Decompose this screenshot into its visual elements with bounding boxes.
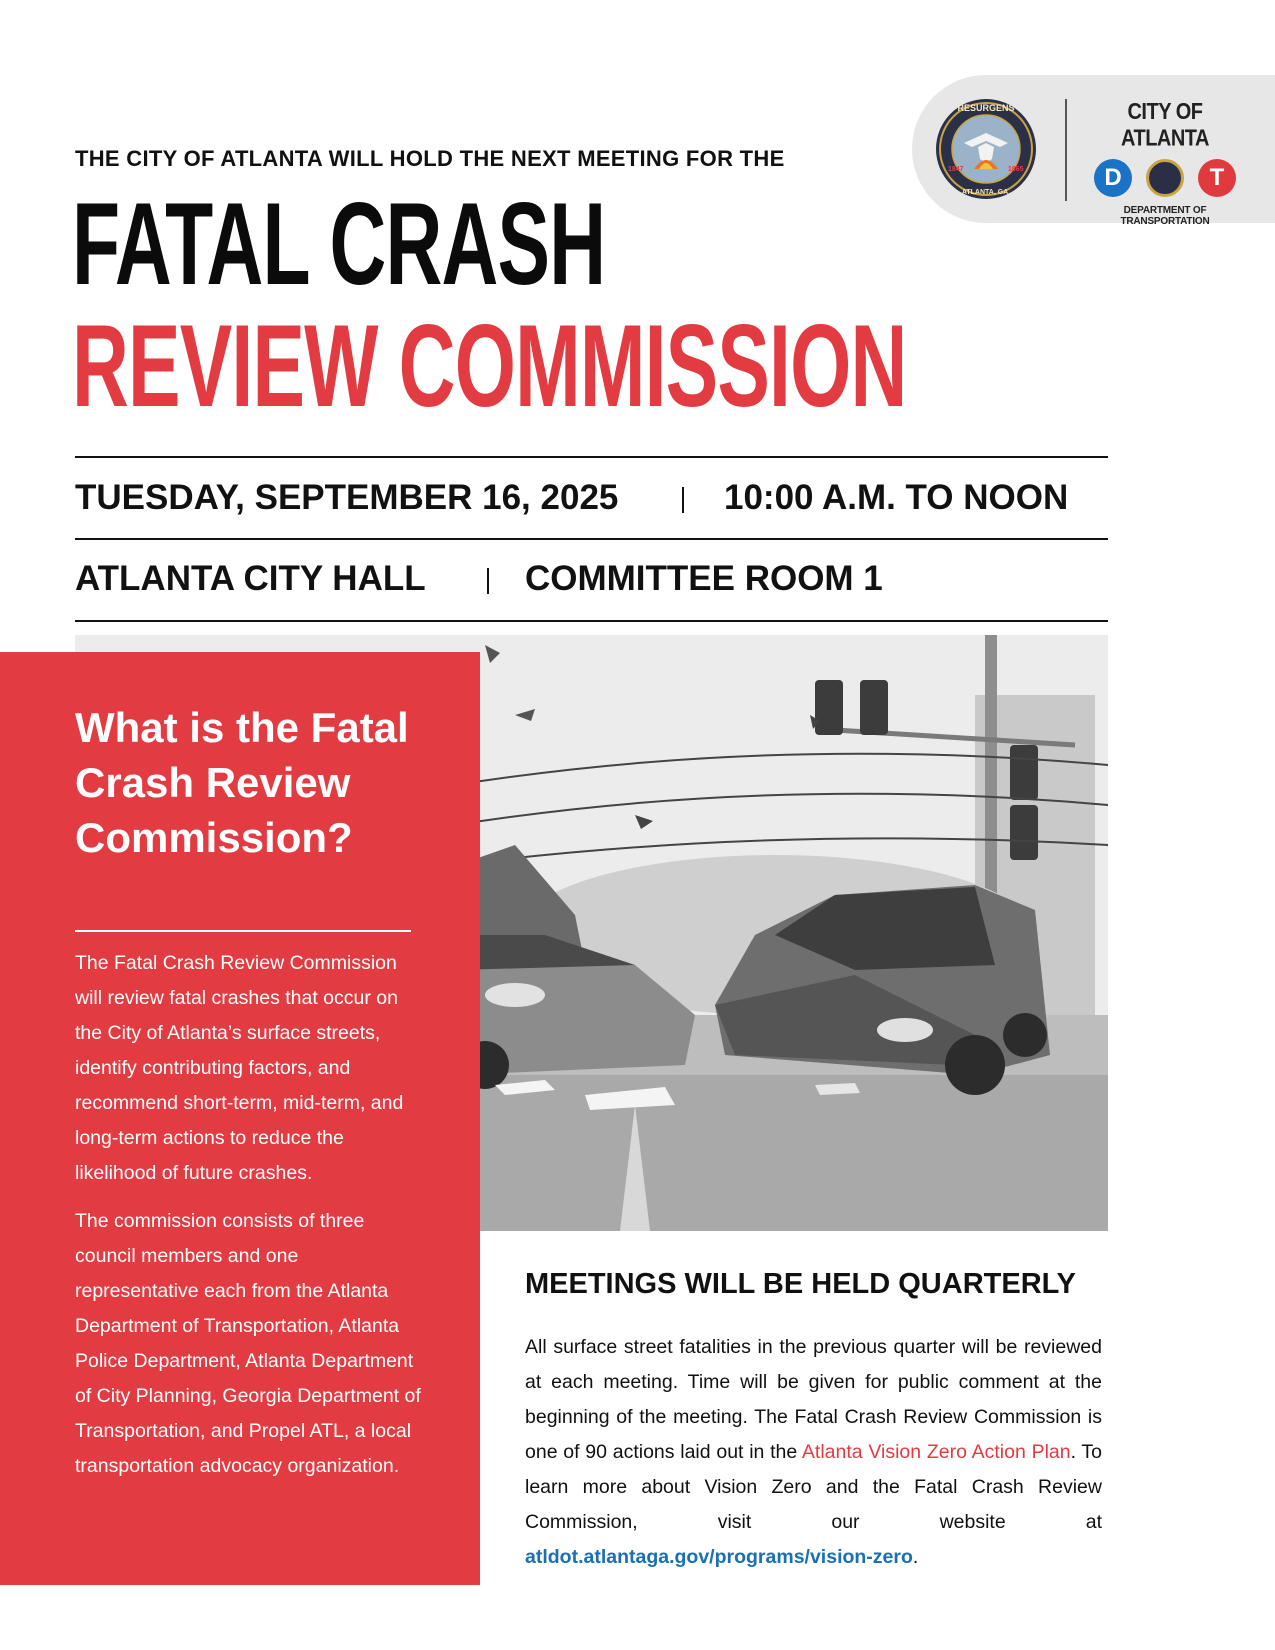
logo-d-circle: D (1094, 159, 1132, 197)
small-seal-icon (1146, 159, 1184, 197)
meetings-body (525, 1330, 1102, 1575)
divider-rule (75, 620, 1108, 622)
event-venue: ATLANTA CITY HALL (75, 559, 426, 598)
website-link[interactable]: atldot.atlantaga.gov/programs/vision-zero (525, 1546, 913, 1568)
event-date: TUESDAY, SEPTEMBER 16, 2025 (75, 478, 619, 517)
seal-year-right: 1865 (1008, 166, 1024, 173)
sidebar-paragraph-1: The Fatal Crash Review Commission will review fatal crashes that occur on the City of Atlanta’s surface streets, identify contributing factors, and recommend short-term, mid-term, and long-term actions to reduce the likelihood of future crashes. (75, 952, 404, 1184)
logo-city-name: CITY OF ATLANTA (1121, 99, 1209, 152)
logo-t-circle: T (1198, 159, 1236, 197)
seal-bottom-text: ATLANTA, GA. (961, 189, 1011, 196)
info-separator (682, 487, 684, 513)
divider-rule (75, 538, 1108, 540)
sidebar-divider (75, 930, 411, 932)
sidebar-heading: What is the Fatal Crash Review Commission? (75, 704, 409, 861)
atl-dot-logo (1090, 99, 1240, 227)
event-time: 10:00 A.M. TO NOON (724, 478, 1069, 517)
seal-top-text: RESURGENS (957, 103, 1015, 113)
event-room: COMMITTEE ROOM 1 (525, 559, 883, 598)
seal-year-left: 1847 (948, 166, 964, 173)
logo-department: DEPARTMENT OF TRANSPORTATION (1120, 205, 1210, 227)
logo-divider (1065, 99, 1067, 201)
dot-letters (1090, 159, 1240, 197)
action-plan-link[interactable]: Atlanta Vision Zero Action Plan (801, 1441, 1071, 1463)
meetings-body-text-2: . To learn more about Vision Zero and the Fatal Crash Review Commission, visit our website at (525, 1441, 1102, 1533)
meetings-body-text: All surface street fatalities in the previous quarter will be reviewed at each meeting. Time will be given for public comment at the beginning of the meeting. The Fatal Crash Review Commission is one of 90 actions laid out in the (525, 1336, 1102, 1463)
logo-banner (912, 75, 1275, 227)
meetings-heading: MEETINGS WILL BE HELD QUARTERLY (525, 1268, 1077, 1300)
title-line-1: FATAL CRASH (72, 179, 606, 310)
info-separator (487, 568, 489, 594)
divider-rule (75, 456, 1108, 458)
sidebar-paragraph-2: The commission consists of three council members and one representative each from the Atlanta Department of Transportation, Atlanta Police Department, Atlanta Department of City Planning, Georgia Department of Transportation, and Propel ATL, a local transportation advocacy organization. (75, 1210, 421, 1477)
header-kicker: THE CITY OF ATLANTA WILL HOLD THE NEXT MEETING FOR THE (75, 146, 785, 171)
title-line-2: REVIEW COMMISSION (72, 301, 907, 432)
atlanta-seal-icon (934, 97, 1038, 201)
meetings-body-end: . (912, 1546, 919, 1568)
